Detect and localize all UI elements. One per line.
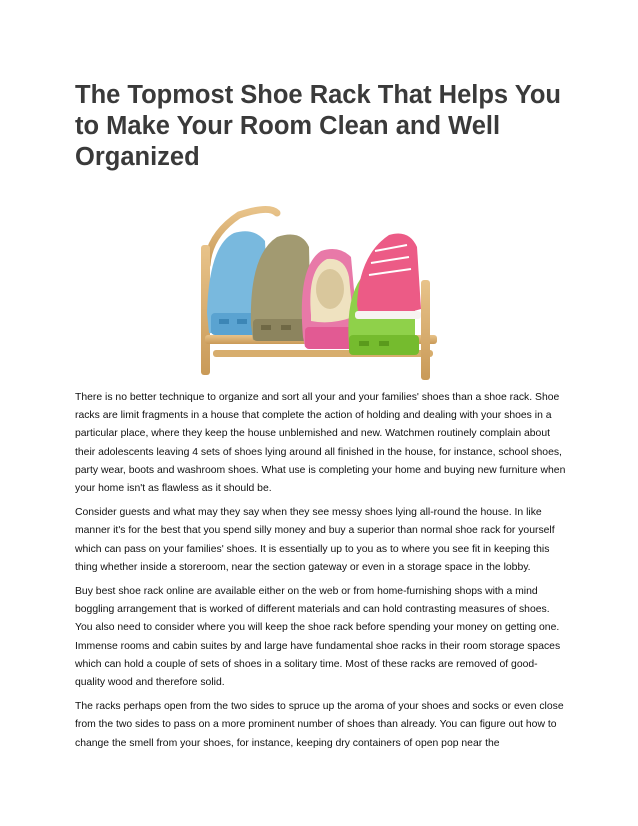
paragraph: The racks perhaps open from the two sides to spruce up the aroma of your shoes and socks or even close from the two sides to pass on a more prominent number of shoes than already. You can figure out how to change the smell from your shoes, for instance, keeping dry containers of open pop near the — [75, 701, 564, 749]
article-title: The Topmost Shoe Rack That Helps You to Make Your Room Clean and Well Organized — [75, 81, 561, 171]
article-body — [75, 389, 567, 759]
paragraph: Consider guests and what may they say when they see messy shoes lying all-round the house. In like manner it's for the best that you spend silly money and buy a superior than normal shoe rack for yourself which can pass on your families' shoes. It is essentially up to you as to where you see fit in keeping this thing whether inside a storeroom, near the section gateway or even in a storage space in the lobby. — [75, 507, 555, 573]
paragraph: There is no better technique to organize and sort all your and your families' shoes than a shoe rack. Shoe racks are limit fragments in a house that complete the action of holding and dealing with your shoes in a particular place, where they keep the house unblemished and new. Watchmen routinely complain about their adolescents leaving 4 sets of shoes lying around all finished in the house, for instance, school shoes, party wear, boots and washroom shoes. What use is completing your home and buying new furniture when your home isn't as flawless as it should be. — [75, 392, 566, 495]
shoe-rack-photo — [199, 185, 437, 385]
paragraph: Buy best shoe rack online are available either on the web or from home-furnishing shops with a mind boggling arrangement that is worked of different materials and can hold contrasting measures of shoes. You also need to consider where you will keep the shoe rack before spending your money on getting one. Immense rooms and cabin suites by and large have fundamental shoe racks in their room storage spaces which can hold a couple of sets of shoes in a solitary time. Most of these racks are removed of good-quality wood and therefore solid. — [75, 586, 561, 689]
